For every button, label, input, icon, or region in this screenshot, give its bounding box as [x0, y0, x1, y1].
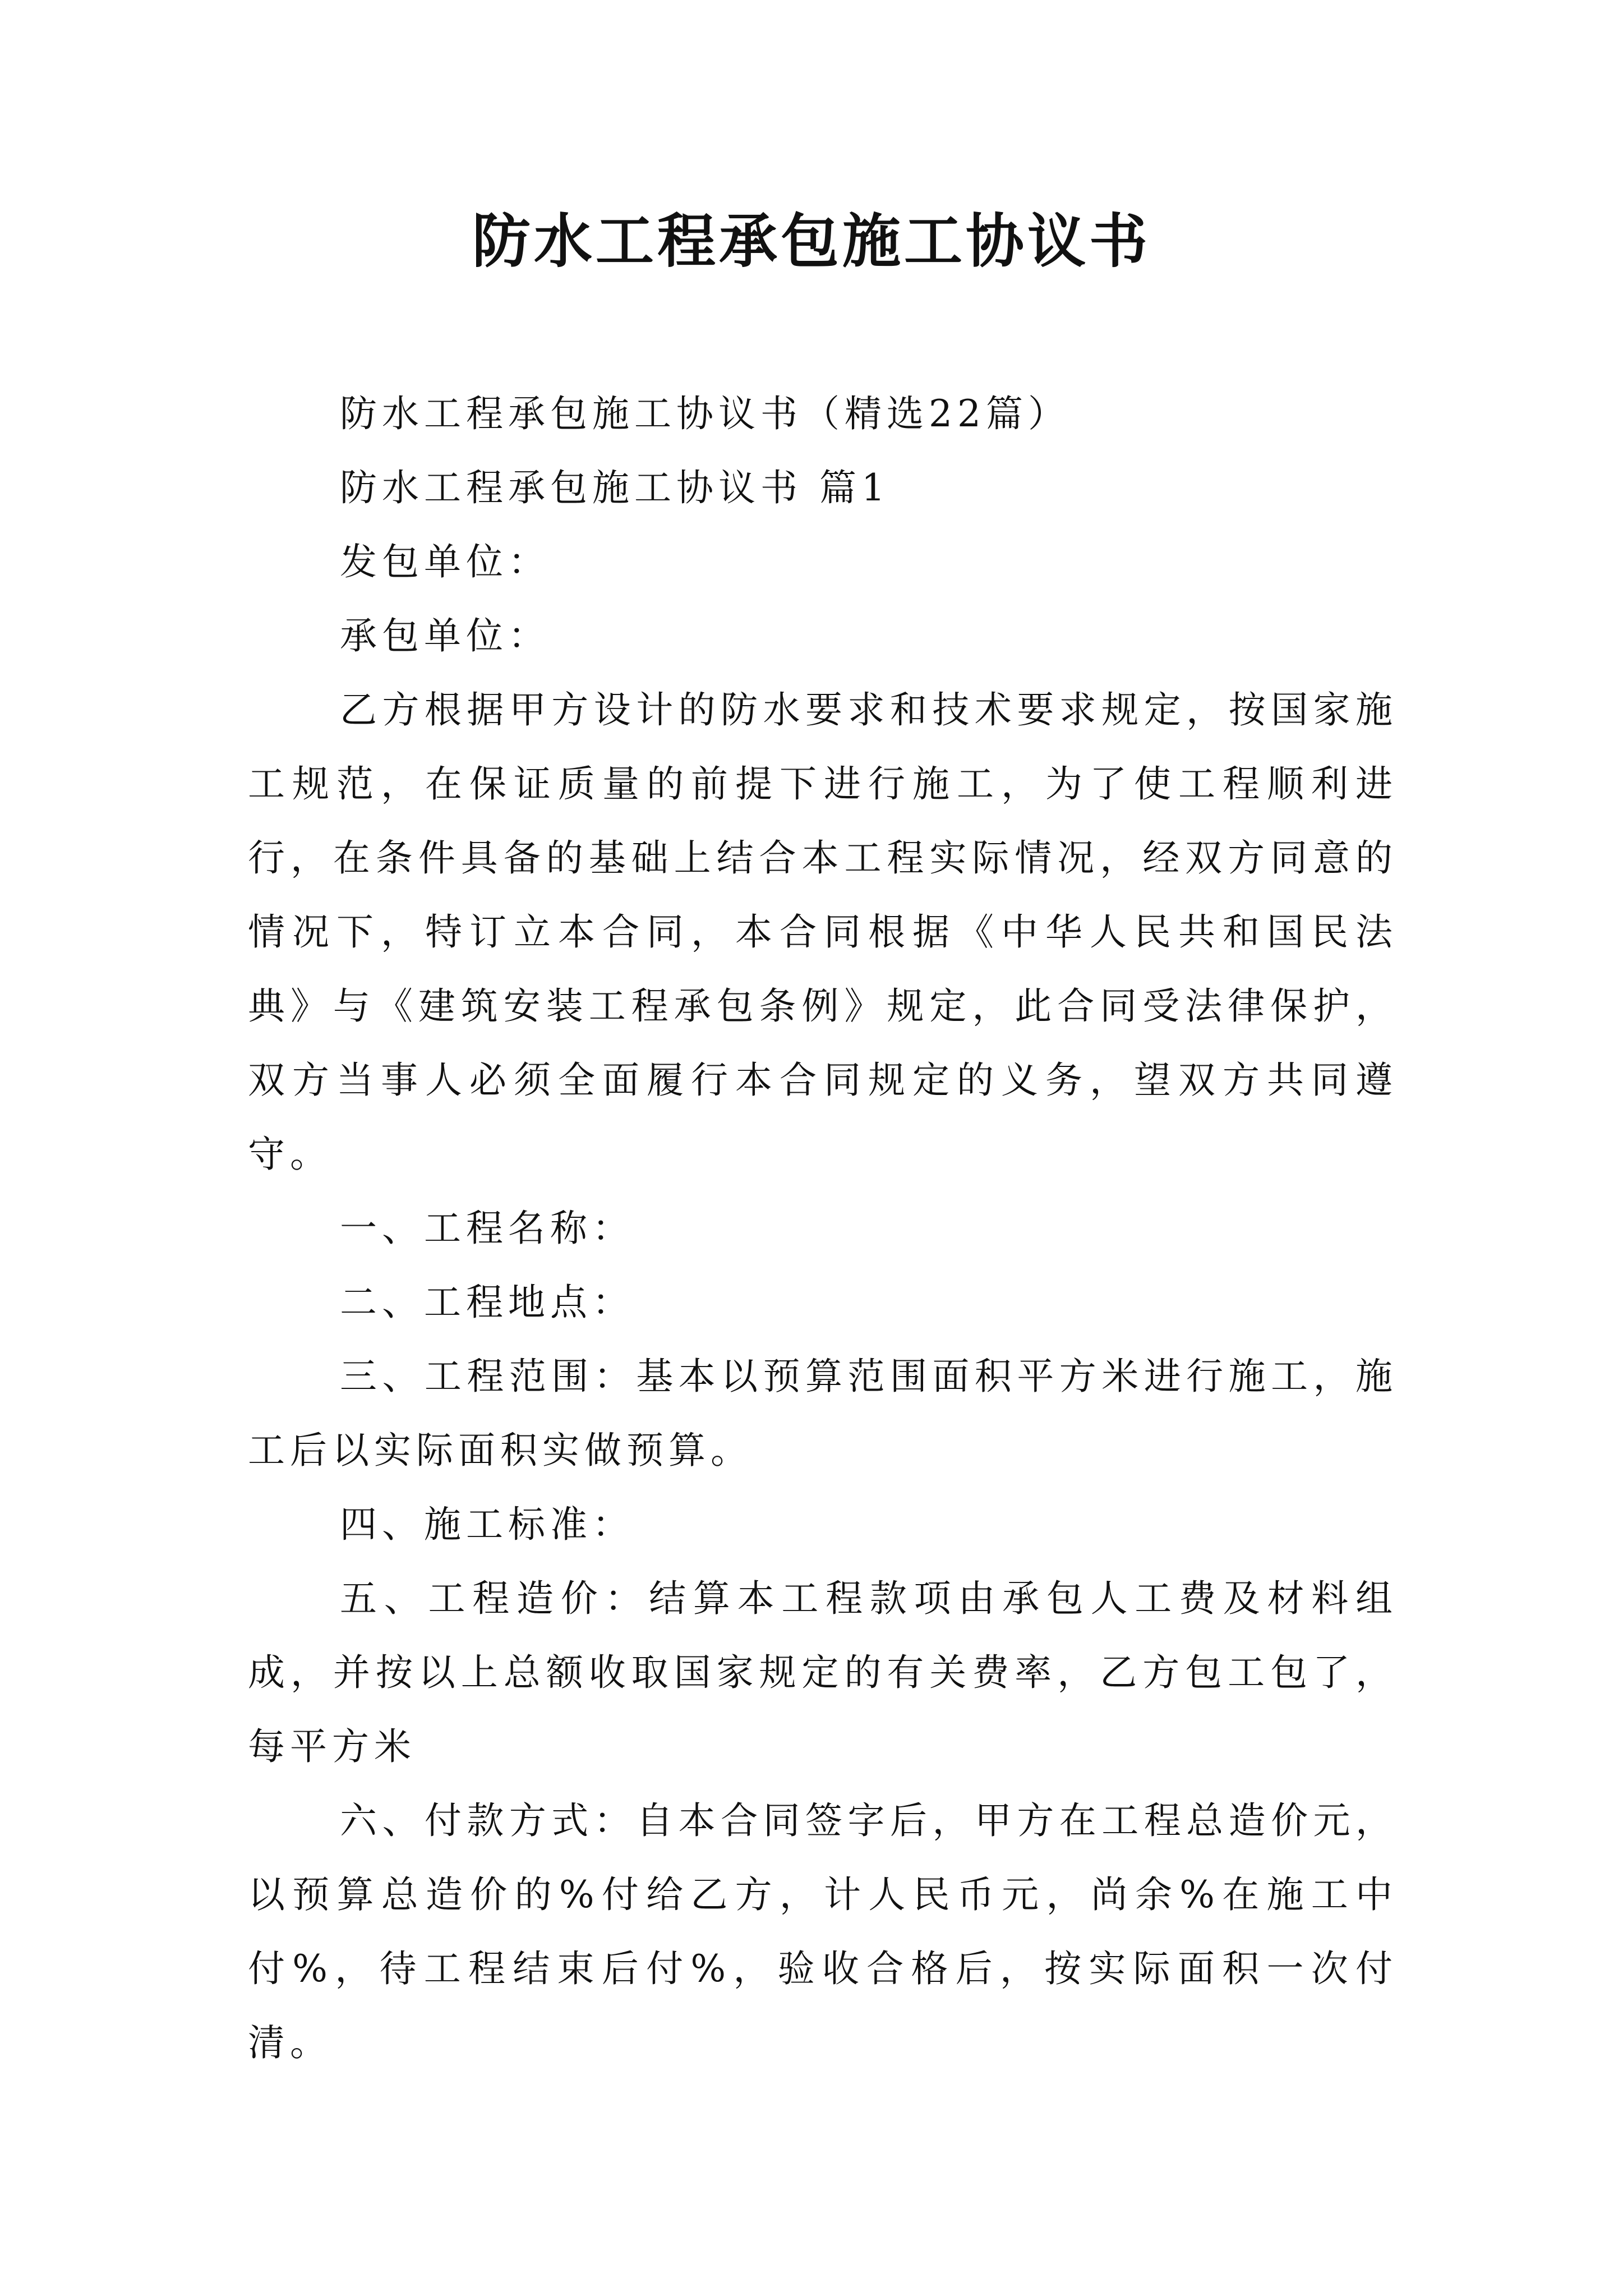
issuing-party-line: 发包单位：: [340, 540, 550, 583]
preamble-paragraph: 乙方根据甲方设计的防水要求和技术要求规定，按国家施工规范，在保证质量的前提下进行施工，为了使工程顺利进行，在条件具备的基础上结合本工程实际情况，经双方同意的情况下，特订立本合同，本合同根据《中华人民共和国民法典》与《建筑安装工程承包条例》规定，此合同受法律保护，双方当事人必须全面履行本合同规定的义务，望双方共同遵守。: [248, 688, 1398, 1176]
document-body: [248, 377, 1398, 2080]
clause-project-name: 一、工程名称：: [340, 1207, 634, 1250]
clause-project-scope: 三、工程范围：基本以预算范围面积平方米进行施工，施工后以实际面积实做预算。: [248, 1355, 1398, 1472]
subtitle-paragraph: 防水工程承包施工协议书（精选22篇）: [340, 392, 1070, 435]
clause-project-cost: 五、工程造价：结算本工程款项由承包人工费及材料组成，并按以上总额收取国家规定的有关费率，乙方包工包了，每平方米: [248, 1577, 1398, 1768]
clause-payment-method: 六、付款方式：自本合同签字后，甲方在工程总造价元，以预算总造价的%付给乙方，计人民币元，尚余%在施工中付%，待工程结束后付%，验收合格后，按实际面积一次付清。: [248, 1799, 1398, 2064]
clause-project-location: 二、工程地点：: [340, 1281, 634, 1324]
clause-construction-standard: 四、施工标准：: [340, 1503, 634, 1546]
document-title: 防水工程承包施工协议书: [472, 206, 1151, 275]
contracting-party-line: 承包单位：: [340, 614, 550, 657]
section-heading: 防水工程承包施工协议书 篇1: [340, 466, 890, 509]
